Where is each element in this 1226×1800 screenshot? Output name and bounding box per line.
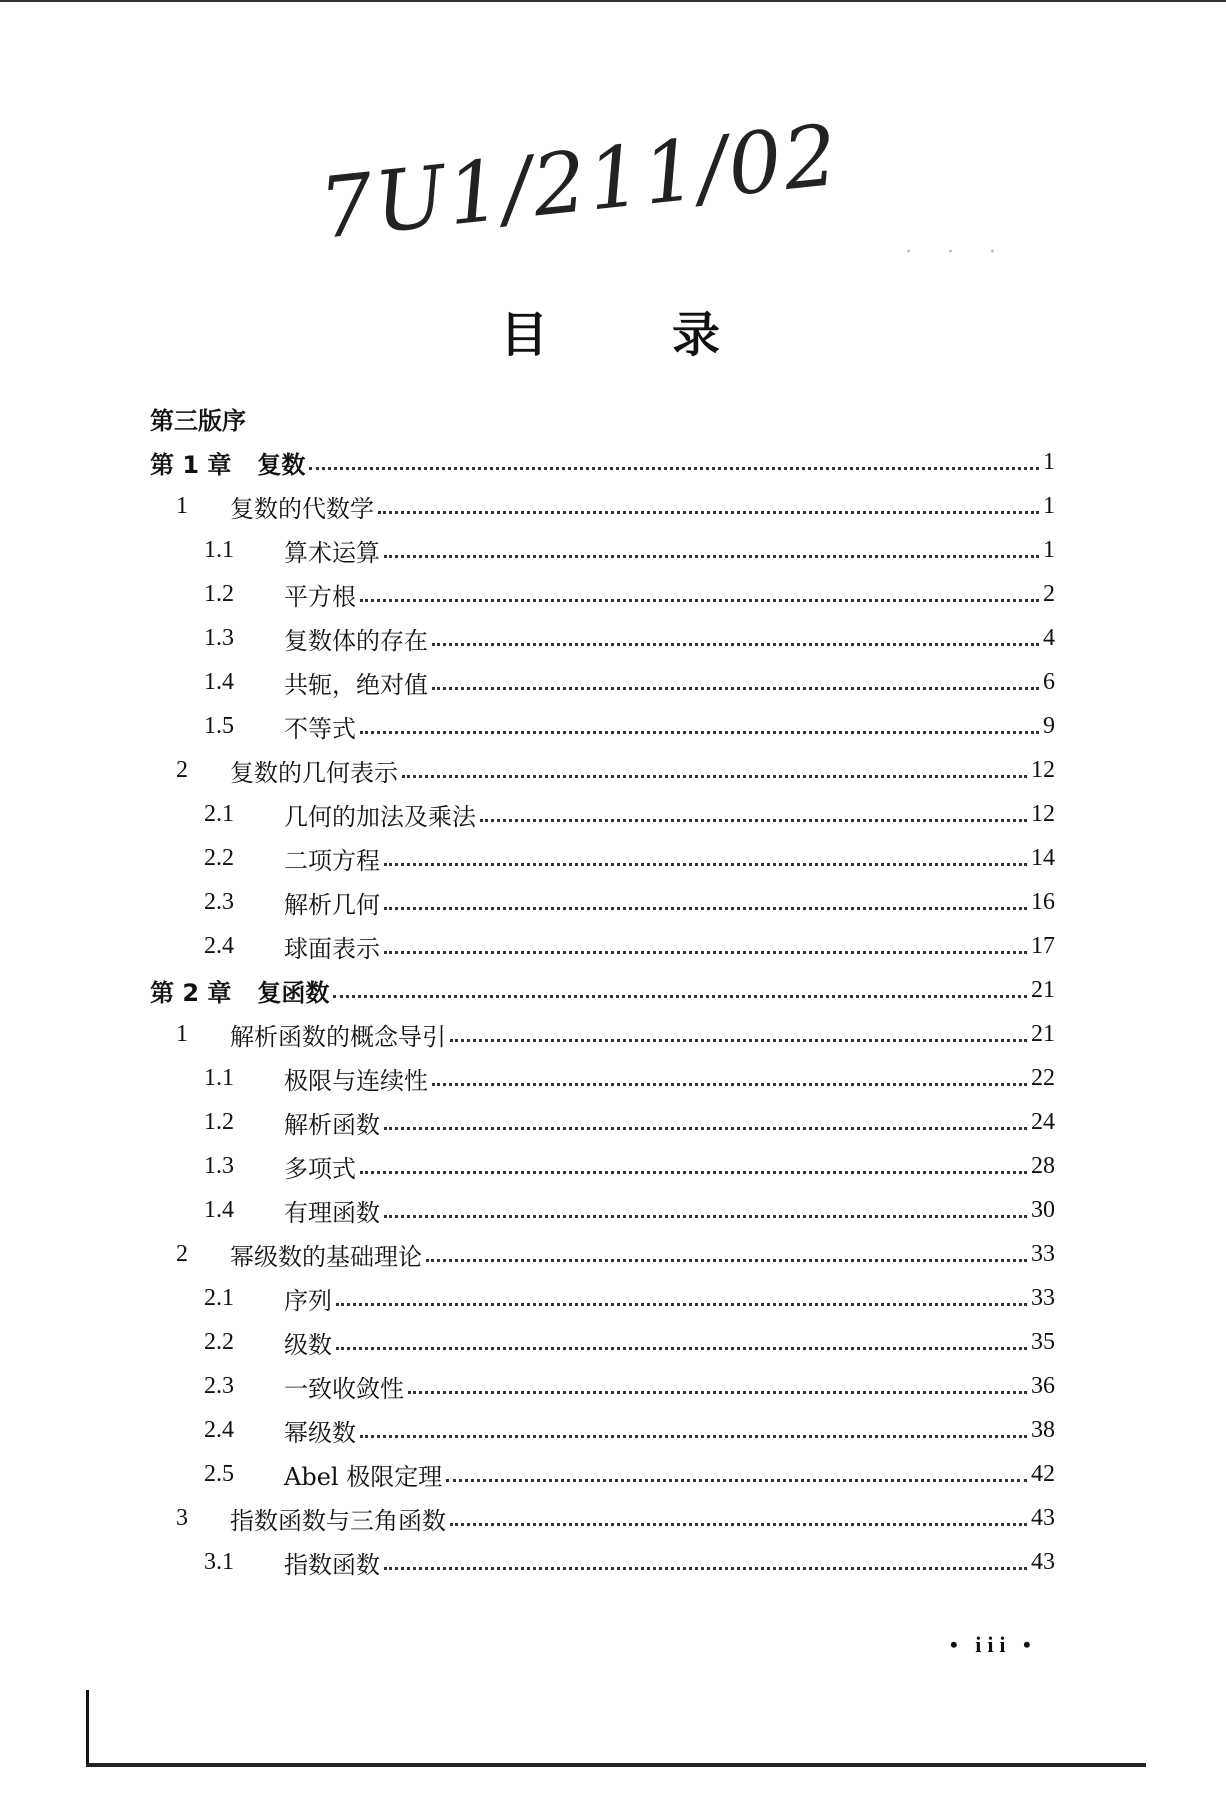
handwritten-note: 7U1/211/02	[314, 105, 844, 258]
toc-entry-number: 1.3	[204, 1152, 234, 1179]
dot-leader	[384, 951, 1027, 954]
dot-leader	[408, 1391, 1027, 1394]
toc-entry	[150, 1324, 1055, 1360]
toc-entry	[150, 928, 1055, 964]
dot-leader	[336, 1303, 1027, 1306]
toc-entry	[150, 796, 1055, 832]
dot-leader	[450, 1039, 1027, 1042]
toc-entry-number: 1.4	[204, 668, 234, 695]
toc-entry-number: 1.5	[204, 712, 234, 739]
dot-leader	[384, 907, 1027, 910]
toc-entry-label: 复数的几何表示	[230, 758, 398, 787]
toc-entry	[150, 1236, 1055, 1272]
margin-bracket-mark	[86, 1690, 89, 1765]
dot-leader	[384, 863, 1027, 866]
dot-leader	[384, 1215, 1027, 1218]
toc-entry-label: 平方根	[284, 582, 356, 611]
toc-entry-number: 3.1	[204, 1548, 234, 1575]
toc-entry-page: 43	[1031, 1548, 1055, 1575]
toc-entry-label: 复函数	[257, 978, 330, 1007]
toc-entry	[150, 1280, 1055, 1316]
toc-entry-page: 33	[1031, 1240, 1055, 1267]
dot-leader	[426, 1259, 1027, 1262]
toc-entry-number: 1.1	[204, 536, 234, 563]
toc-entry-page: 9	[1043, 712, 1055, 739]
toc-entry-number: 2	[176, 756, 188, 783]
toc-entry-number: 2.3	[204, 888, 234, 915]
toc-entry-page: 12	[1031, 800, 1055, 827]
toc-entry-label: 不等式	[284, 714, 356, 743]
toc-entry-label: 指数函数与三角函数	[230, 1506, 446, 1535]
toc-entry-label: 极限与连续性	[284, 1066, 428, 1095]
toc-entry-number: 2.1	[204, 1284, 234, 1311]
toc-entry	[150, 1544, 1055, 1580]
toc-entry-label: 几何的加法及乘法	[284, 802, 476, 831]
toc-entry	[150, 972, 1055, 1008]
toc-entry-page: 21	[1031, 976, 1055, 1003]
toc-entry	[150, 708, 1055, 744]
toc-entry-number: 2	[176, 1240, 188, 1267]
toc-entry-label: Abel 极限定理	[284, 1462, 443, 1491]
title-char-2: 录	[671, 307, 720, 363]
toc-entry-label: 有理函数	[284, 1198, 380, 1227]
toc-entry-number: 1.3	[204, 624, 234, 651]
dot-leader	[360, 599, 1039, 602]
toc-entry-number: 第 1 章	[150, 450, 232, 479]
toc-entry-page: 42	[1031, 1460, 1055, 1487]
dot-leader	[384, 1127, 1027, 1130]
toc-entry-label: 复数体的存在	[284, 626, 428, 655]
toc-entry-label: 算术运算	[284, 538, 380, 567]
toc-entry-label: 复数	[257, 450, 306, 479]
toc-entry-number: 3	[176, 1504, 188, 1531]
toc-entry	[150, 752, 1055, 788]
toc-entry-label: 幂级数	[284, 1418, 356, 1447]
toc-entry-page: 14	[1031, 844, 1055, 871]
toc-entry-page: 36	[1031, 1372, 1055, 1399]
faint-stamp-mark: · · ·	[905, 240, 1010, 265]
toc-entry-number: 1.2	[204, 580, 234, 607]
toc-entry-number: 1.4	[204, 1196, 234, 1223]
toc-entry	[150, 1456, 1055, 1492]
toc-entry-number: 1.2	[204, 1108, 234, 1135]
toc-entry-label: 解析函数	[284, 1110, 380, 1139]
toc-entry	[150, 1192, 1055, 1228]
dot-leader	[402, 775, 1027, 778]
toc-entry-number: 2.4	[204, 1416, 234, 1443]
toc-entry-label: 解析函数的概念导引	[230, 1022, 446, 1051]
toc-entry-page: 35	[1031, 1328, 1055, 1355]
toc-entry-label: 指数函数	[284, 1550, 380, 1579]
toc-entry	[150, 1060, 1055, 1096]
toc-entry-page: 33	[1031, 1284, 1055, 1311]
toc-entry-page: 16	[1031, 888, 1055, 915]
toc-entry-page: 4	[1043, 624, 1055, 651]
toc-entry	[150, 840, 1055, 876]
dot-leader	[384, 1567, 1027, 1570]
dot-leader	[333, 995, 1027, 998]
toc-entry-label: 球面表示	[284, 934, 380, 963]
bottom-border-line	[86, 1763, 1146, 1767]
toc-entry-label: 第三版序	[150, 406, 246, 435]
toc-entry-number: 2.2	[204, 844, 234, 871]
toc-entry-label: 一致收敛性	[284, 1374, 404, 1403]
toc-entry-label: 序列	[284, 1286, 332, 1315]
toc-entry-number: 1.1	[204, 1064, 234, 1091]
toc-entry-page: 22	[1031, 1064, 1055, 1091]
toc-entry-number: 1	[176, 492, 188, 519]
toc-entry	[150, 1412, 1055, 1448]
toc-entry	[150, 576, 1055, 612]
dot-leader	[432, 1083, 1027, 1086]
toc-entry-label: 复数的代数学	[230, 494, 374, 523]
toc-entry	[150, 884, 1055, 920]
toc-entry	[150, 444, 1055, 480]
toc-entry	[150, 532, 1055, 568]
toc-entry	[150, 1148, 1055, 1184]
toc-entry-page: 17	[1031, 932, 1055, 959]
toc-entry	[150, 1016, 1055, 1052]
dot-leader	[336, 1347, 1027, 1350]
toc-entry	[150, 620, 1055, 656]
toc-entry-page: 28	[1031, 1152, 1055, 1179]
dot-leader	[480, 819, 1027, 822]
toc-entry-label: 多项式	[284, 1154, 356, 1183]
toc-entry-page: 1	[1043, 536, 1055, 563]
dot-leader	[378, 511, 1039, 514]
toc-entry-page: 6	[1043, 668, 1055, 695]
toc-entry-page: 1	[1043, 448, 1055, 475]
toc-entry-number: 1	[176, 1020, 188, 1047]
toc-entry-label: 二项方程	[284, 846, 380, 875]
dot-leader	[450, 1523, 1027, 1526]
dot-leader	[432, 643, 1039, 646]
toc-entry-page: 12	[1031, 756, 1055, 783]
title-char-1: 目	[500, 307, 549, 363]
toc-entry	[150, 664, 1055, 700]
toc-entry	[150, 1368, 1055, 1404]
toc-entry-number: 2.4	[204, 932, 234, 959]
toc-entry-number: 2.2	[204, 1328, 234, 1355]
toc-entry-label: 幂级数的基础理论	[230, 1242, 422, 1271]
toc-entry-label: 解析几何	[284, 890, 380, 919]
toc-entry-label: 级数	[284, 1330, 332, 1359]
toc-entry	[150, 488, 1055, 524]
toc-entry-number: 第 2 章	[150, 978, 232, 1007]
dot-leader	[309, 467, 1039, 470]
toc-entry-number: 2.1	[204, 800, 234, 827]
toc-entry-page: 38	[1031, 1416, 1055, 1443]
dot-leader	[446, 1479, 1027, 1482]
dot-leader	[360, 731, 1039, 734]
toc-entry-page: 30	[1031, 1196, 1055, 1223]
toc-entry-page: 2	[1043, 580, 1055, 607]
dot-leader	[360, 1435, 1027, 1438]
dot-leader	[360, 1171, 1027, 1174]
toc-entry	[150, 400, 1055, 436]
toc-entry	[150, 1500, 1055, 1536]
top-border-line	[0, 0, 1226, 2]
dot-leader	[384, 555, 1039, 558]
toc-entry-page: 1	[1043, 492, 1055, 519]
dot-leader	[432, 687, 1039, 690]
toc-entry-page: 24	[1031, 1108, 1055, 1135]
page-number-footer: • iii •	[950, 1632, 1037, 1657]
toc-entry-number: 2.3	[204, 1372, 234, 1399]
toc-entry-number: 2.5	[204, 1460, 234, 1487]
toc-entry-page: 43	[1031, 1504, 1055, 1531]
toc-entry-label: 共轭，绝对值	[284, 670, 428, 699]
toc-entry-page: 21	[1031, 1020, 1055, 1047]
page-title	[500, 296, 720, 365]
toc-entry	[150, 1104, 1055, 1140]
